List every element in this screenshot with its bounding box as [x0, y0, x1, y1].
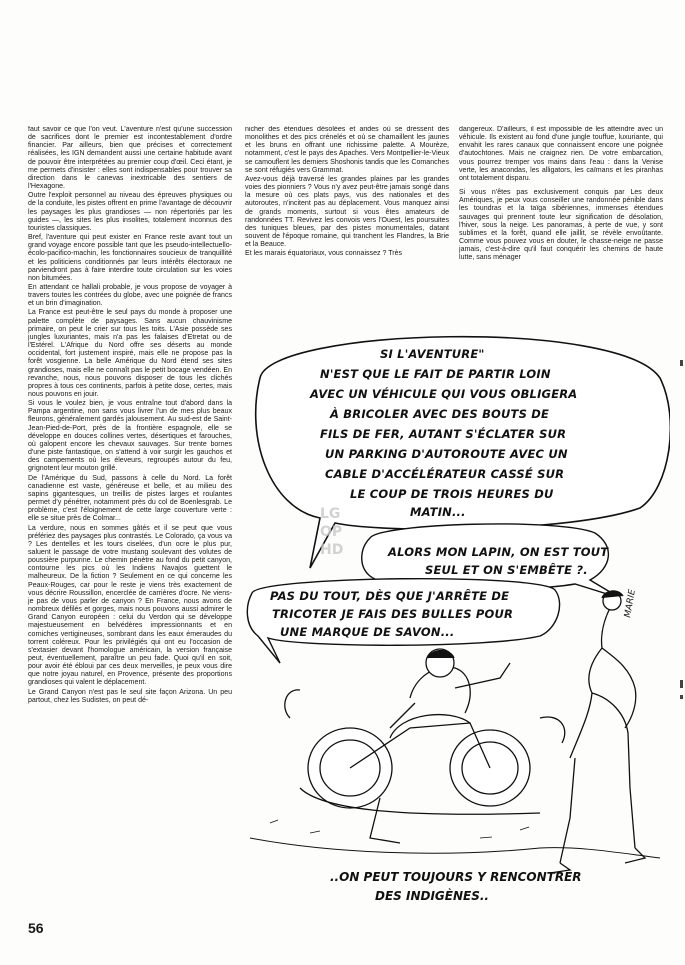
bubble-man-line: PAS DU TOUT, DÈS QUE J'ARRÊTE DE — [270, 589, 510, 603]
bubble-woman-line: SEUL ET ON S'EMBÊTE ?. — [425, 563, 588, 577]
bubble-main-line: MATIN... — [410, 505, 466, 519]
paragraph: Bref, l'aventure qui peut exister en France reste avant tout un grand voyage encore possible tant que les pseudo-intellectuello-écolo-pacifico-machin, les fonctionnaires soucieux de tranquillité et les politiciens conditionnés par leurs intérêts électoraux ne parviendront pas à faire interdire toute circulation sur les voies non bitumées. — [28, 234, 232, 282]
cartoon-caption-line: DES INDIGÈNES.. — [375, 889, 489, 903]
bubble-main-line: LE COUP DE TROIS HEURES DU — [350, 487, 554, 501]
bubble-man-line: UNE MARQUE DE SAVON... — [280, 625, 455, 639]
paragraph: Si vous n'êtes pas exclusivement conquis par Les deux Amériques, je peux vous conseiller une randonnée pénible dans les toundras et la taïga sibériennes, immenses étendues sauvages qui prennent toute leur signification de désolation, l'hiver, sous la neige. Les panoramas, à perte de vue, y sont sublimes et la forêt, quand elle jaillit, se révèle envoûtante. Comme vous pouvez vous en douter, le chasse-neige ne passe jamais, c'est-à-dire qu'il faut conquérir les chemins de haute lutte, sans ménager — [459, 189, 663, 262]
bubble-main-line: N'EST QUE LE FAIT DE PARTIR LOIN — [320, 367, 551, 381]
bubble-main-text — [309, 347, 577, 519]
edge-mark — [680, 680, 683, 688]
paragraph: De l'Amérique du Sud, passons à celle du Nord. La forêt canadienne est vaste, généreuse et belle, et au milieu des sapins gigantesques, un treillis de pistes larges et roulantes permet d'y pénétrer, notamment près du col de Boenlesgrab. Le problème, c'est l'éloignement de cette large couverture verte : elle se situe près de Colmar... — [28, 474, 232, 523]
paragraph: Outre l'exploit personnel au niveau des épreuves physiques ou de la conduite, les pistes offrent en prime l'avantage de découvrir les paysages les plus grandioses — non répertoriés par les guides —, les sites les plus insolites, totalement inconnus des touristes classiques. — [28, 192, 232, 232]
artist-signature: MARIE — [623, 588, 638, 619]
edge-mark — [680, 695, 683, 699]
watermark-line: HD — [320, 542, 344, 558]
paragraph: faut savoir ce que l'on veut. L'aventure n'est qu'une succession de sacrifices dont le premier est incontestablement d'ordre financier. Par ailleurs, bien que précises et correctement réalisées, les IGN demandent aussi une certaine habitude avant de pouvoir être interprétées au premier coup d'œil. Ceci étant, je me permets d'insister : elles sont indispensables pour trouver sa direction dans le canevas inextricable des sentiers de l'Hexagone. — [28, 126, 232, 191]
paragraph: dangereux. D'ailleurs, il est impossible de les atteindre avec un véhicule. Ils existent au fond d'une jungle touffue, luxuriante, qui envahit les rares canaux que connaissent encore une poignée d'autochtones. Mais ne craignez rien. De votre embarcation, vous pourrez tremper vos mains dans l'eau : dans la Venise verte, les anacondas, les alligators, les caïmans et les piranhas ont totalement disparu. — [459, 126, 663, 182]
text-column-2 — [245, 126, 449, 306]
paragraph: Et les marais équatoriaux, vous connaissez ? Très — [245, 250, 403, 258]
paragraph: Si vous le voulez bien, je vous entraîne tout d'abord dans la Pampa argentine, non sans vous livrer l'un de mes plus beaux fleurons, généralement gardés jalousement. Au sud-est de Saint-Jean-Pied-de-Port, près de la frontière espagnole, elle se développe en douces collines vertes, désertiques et farouches, où galopent encore les chevaux sauvages. Sur trente bornes d'une piste fantastique, on s'attend à voir surgir les gauchos et des campements où les éleveurs, regroupés autour du feu, grignotent leur mouton grillé. — [28, 400, 232, 473]
cartoon-illustration — [240, 318, 670, 918]
bubble-main-line: FILS DE FER, AUTANT S'ÉCLATER SUR — [320, 427, 567, 441]
bubble-main-line: UN PARKING D'AUTOROUTE AVEC UN — [325, 447, 568, 461]
paragraph: nicher des étendues désolées et arides où se dressent des monolithes et des pics crénelés et où se chamaillent les jaunes et les bruns en offrant une richissime palette. A Mourèze, notamment, c'est le pays des Apaches. Vers Montpellier-le-Vieux se camouflent les derniers Shoshonis tandis que les Comanches se sont réfugiés vers Grammat. — [245, 126, 449, 174]
bubble-main-line: CABLE D'ACCÉLÉRATEUR CASSÉ SUR — [325, 467, 565, 481]
paragraph: La verdure, nous en sommes gâtés et il se peut que vous préfériez des paysages plus contrastés. Le Colorado, ça vous va ? Les dentelles et les tours ciselées, d'un ocre le plus pur, saluent le passage de votre mustang soulevant des volutes de poussière purpurine. Le chemin pénètre au fond du petit canyon, contourne les pics où les Indiens Navajos guettent le malheureux. De la fiction ? Seulement en ce qui concerne les Peaux-Rouges, car pour le reste je viens très exactement de vous décrire Roussillon, encerclée de carrières d'ocre. Ne viens-je pas de vous parler de canyon ? En France, nous avons de nombreux défilés et gorges, mais nous pouvons aussi admirer le Grand Canyon européen : celui du Verdon qui se développe majestueusement en belvédères impressionnants et en corniches vertigineuses, sombrant dans les eaux émeraudes du torrent coléreux. Pour les privilégiés qui ont eu l'occasion de s'extasier devant l'homologue américain, la version française peut, éventuellement, paraître un peu fade. Quoi qu'il en soit, pour avoir été ébloui par ces deux merveilles, je peux vous dire que notre joyau naturel, en Provence, présente des proportions grandioses qui valent le déplacement. — [28, 524, 232, 687]
paragraph: La France est peut-être le seul pays du monde à proposer une palette complète de paysages. Sans aucun chauvinisme primaire, on peut le crier sur tous les toits. L'Asie possède ses jungles luxuriantes, mais n'a pas les falaises d'Etretat ou de l'Estérel. L'Afrique du Nord offre ses déserts au monde occidental, fort justement inspiré, mais elle ne propose pas la forêt vosgienne. La belle Amérique du Nord étend ses sites grandioses, mais elle ne connaît pas le petit bocage vendéen. En revanche, nous, nous pouvons disposer de tous les clichés propres à tous ces continents, parfois à petite dose, certes, mais nous pouvons en jouir. — [28, 309, 232, 398]
bubble-main-line: AVEC UN VÉHICULE QUI VOUS OBLIGERA — [310, 387, 578, 401]
edge-mark — [680, 360, 683, 366]
bubble-woman-line: ALORS MON LAPIN, ON EST TOUT — [388, 545, 609, 559]
watermark-line: OP — [320, 524, 343, 540]
bubble-man-line: TRICOTER JE FAIS DES BULLES POUR — [272, 607, 514, 621]
watermark-line: LG — [320, 506, 341, 522]
paragraph: Le Grand Canyon n'est pas le seul site façon Arizona. Un peu partout, chez les Sudistes, on peut dé- — [28, 688, 232, 704]
paragraph: Avez-vous déjà traversé les grandes plaines par les grandes voies des pionniers ? Vous n'y avez peut-être jamais songé dans la mesure où ces plats pays, vus des nationales et des autoroutes, n'incitent pas au déplacement. Vous manquez ainsi de grands moments, surtout si vous êtes amateurs de randonnées TT. Revivez les convois vers l'Ouest, les poursuites des tuniques bleues, par des pistes monumentales, datant souvent de l'époque romaine, qui tranchent les Flandres, la Brie et la Beauce. — [245, 175, 449, 249]
cartoon-caption-line: ..ON PEUT TOUJOURS Y RENCONTRER — [330, 870, 582, 884]
text-column-3 — [459, 126, 663, 316]
text-column-1 — [28, 126, 232, 934]
watermark — [320, 506, 343, 558]
bubble-main-line: À BRICOLER AVEC DES BOUTS DE — [330, 407, 550, 421]
bubble-main-line: SI L'AVENTURE" — [380, 347, 485, 361]
paragraph: En attendant ce hallali probable, je vous propose de voyager à travers toutes les contrées du globe, avec une poignée de francs et un brin d'imagination. — [28, 283, 232, 308]
page-number: 56 — [28, 920, 44, 936]
